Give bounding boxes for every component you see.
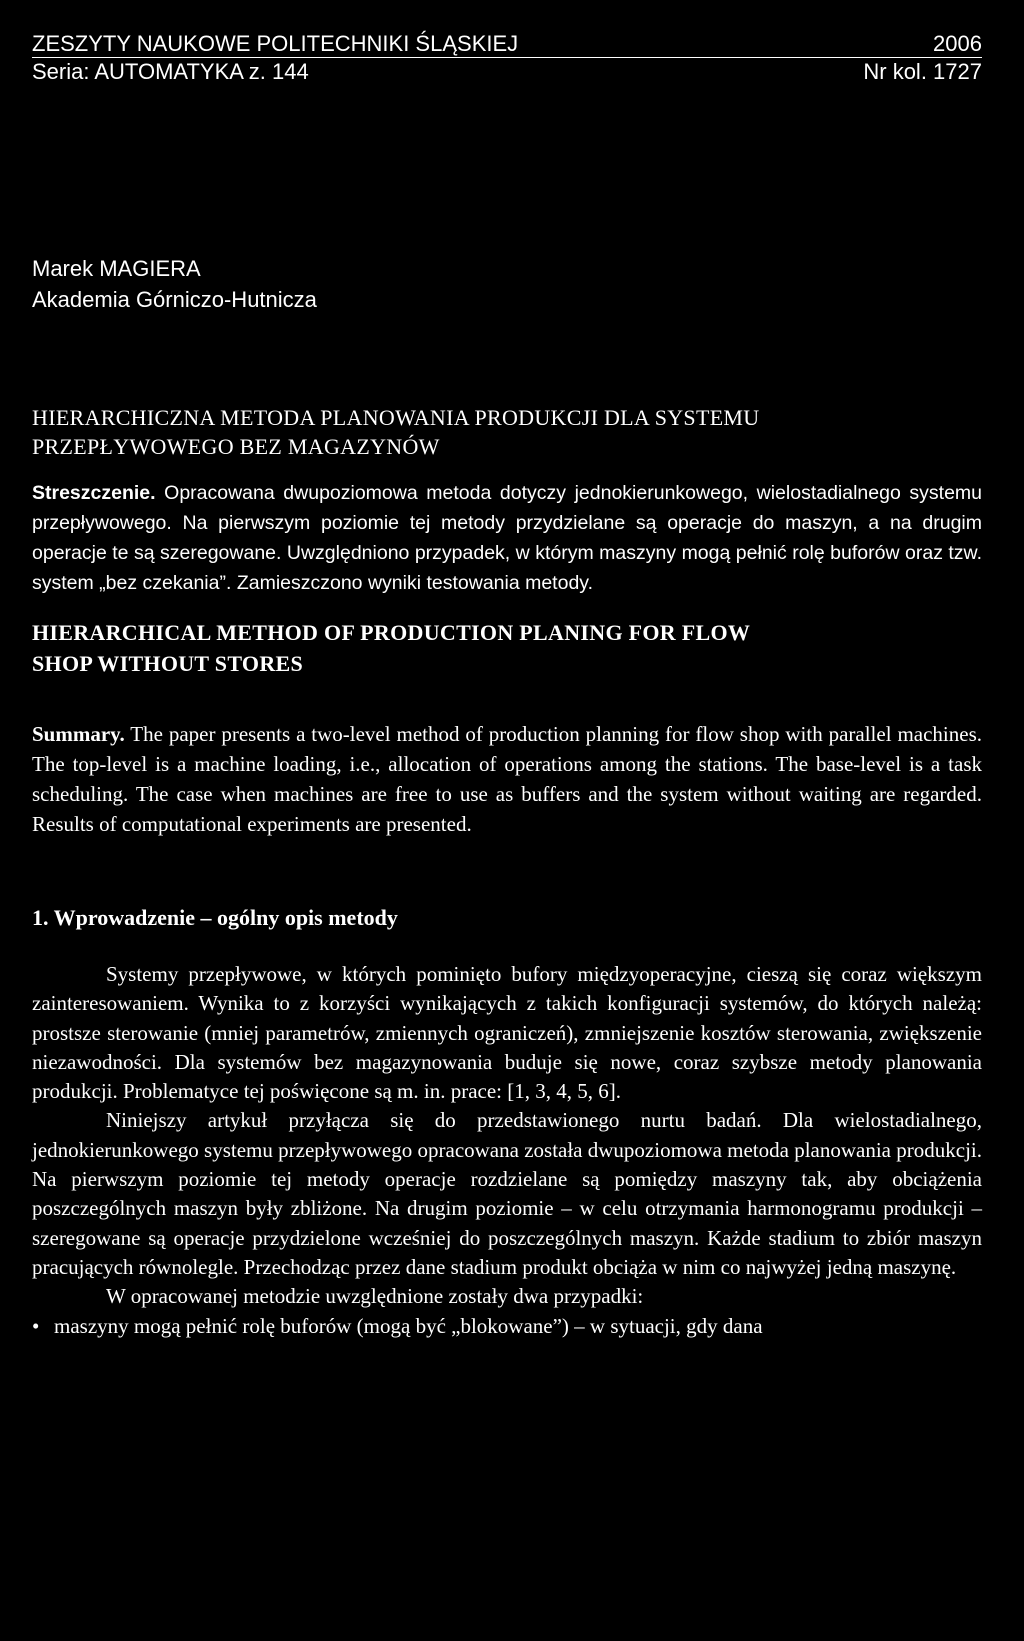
- abstract-text: Opracowana dwupoziomowa metoda dotyczy jednokierunkowego, wielostadialnego systemu przepływowego. Na pierwszym poziomie tej metody przydzielane są operacje do maszyn, a na drugim operacje te są szeregowane. Uwzględniono przypadek, w którym maszyny mogą pełnić rolę buforów oraz tzw. system „bez czekania”. Zamieszczono wyniki testowania metody.: [32, 482, 982, 594]
- title-english-line-1: HIERARCHICAL METHOD OF PRODUCTION PLANING FOR FLOW: [32, 620, 751, 645]
- title-polish: [32, 403, 982, 461]
- bullet-item: [32, 1312, 982, 1341]
- author-affiliation: Akademia Górniczo-Hutnicza: [32, 287, 317, 312]
- abstract-polish: [32, 478, 982, 598]
- title-polish-line-1: HIERARCHICZNA METODA PLANOWANIA PRODUKCJI DLA SYSTEMU: [32, 405, 760, 430]
- body-paragraph: W opracowanej metodzie uwzględnione zostały dwa przypadki:: [106, 1284, 644, 1309]
- section-heading: 1. Wprowadzenie – ogólny opis metody: [32, 905, 398, 930]
- summary-text: The paper presents a two-level method of production planning for flow shop with parallel machines. The top-level is a machine loading, i.e., allocation of operations among the stations. The base-level is a task scheduling. The case when machines are free to use as buffers and the system without waiting are regarded. Results of computational experiments are presented.: [32, 722, 982, 836]
- body-paragraph: Niniejszy artykuł przyłącza się do przedstawionego nurtu badań. Dla wielostadialnego, jednokierunkowego systemu przepływowego opracowana została dwupoziomowa metoda planowania produkcji. Na pierwszym poziomie tej metody operacje rozdzielane są pomiędzy maszyny tak, aby obciążenia poszczególnych maszyn były zbliżone. Na drugim poziomie – w celu otrzymania harmonogramu produkcji – szeregowane są operacje przydzielone wcześniej do poszczególnych maszyn. Każde stadium to zbiór maszyn pracujących równolegle. Przechodząc przez dane stadium produkt obciąża w nim co najwyżej jedną maszynę.: [32, 1108, 982, 1279]
- paper-page: [32, 30, 982, 1341]
- author-name: Marek MAGIERA: [32, 256, 201, 281]
- issue-number: Nr kol. 1727: [863, 59, 982, 84]
- series-info: Seria: AUTOMATYKA z. 144: [32, 59, 309, 84]
- summary-english: [32, 719, 982, 839]
- title-polish-line-2: PRZEPŁYWOWEGO BEZ MAGAZYNÓW: [32, 434, 440, 459]
- series-header: [32, 58, 982, 85]
- abstract-label: Streszczenie.: [32, 482, 156, 504]
- body-paragraph: Systemy przepływowe, w których pominięto bufory międzyoperacyjne, cieszą się coraz większym zainteresowaniem. Wynika to z korzyści wynikających z takich konfiguracji systemów, do których należą: prostsze sterowanie (mniej parametrów, zmiennych ograniczeń), zmniejszenie kosztów sterowania, zwiększenie niezawodności. Dla systemów bez magazynowania buduje się nowe, coraz szybsze metody planowania produkcji. Problematyce tej poświęcone są m. in. prace: [1, 3, 4, 5, 6].: [32, 962, 982, 1104]
- journal-year: 2006: [933, 31, 982, 56]
- title-english-line-2: SHOP WITHOUT STORES: [32, 651, 304, 676]
- journal-name: ZESZYTY NAUKOWE POLITECHNIKI ŚLĄSKIEJ: [32, 31, 519, 56]
- journal-header: [32, 30, 982, 58]
- section-body: [32, 960, 982, 1341]
- summary-label: Summary.: [32, 722, 125, 746]
- bullet-symbol: •: [32, 1313, 40, 1338]
- author-block: [32, 253, 982, 315]
- title-english: [32, 617, 982, 679]
- bullet-text: maszyny mogą pełnić rolę buforów (mogą być „blokowane”) – w sytuacji, gdy dana: [54, 1313, 763, 1338]
